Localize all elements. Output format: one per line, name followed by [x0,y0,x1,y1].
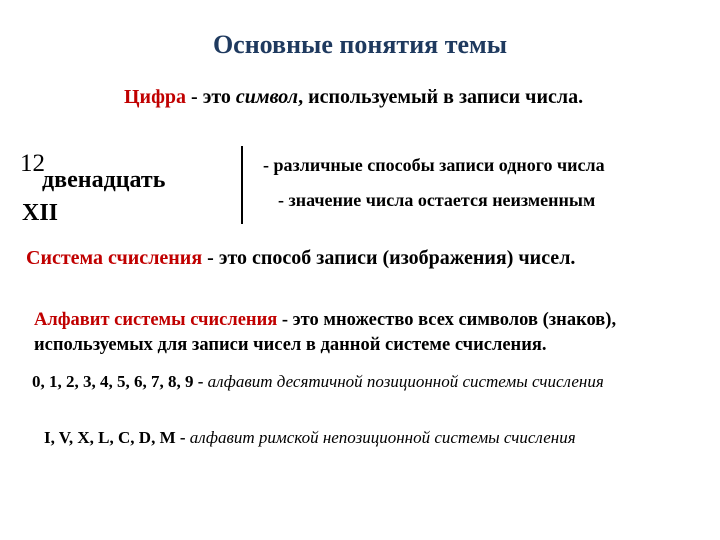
example-roman-number: XII [22,200,59,226]
roman-alphabet-line [44,428,576,448]
roman-symbols: I, V, X, L, C, D, M [44,428,176,447]
alphabet-definition [34,308,616,358]
roman-alphabet-desc: алфавит римской непозиционной системы счисления [189,428,576,447]
property-different-notations: - различные способы записи одного числа [263,155,605,175]
number-system-def-rest: - это способ записи (изображения) чисел. [202,247,576,269]
decimal-sep: - [193,372,208,391]
alphabet-term: Алфавит системы счисления [34,310,278,330]
property-value-unchanged: - значение числа остается неизменным [278,190,596,210]
number-system-term: Система счисления [26,247,203,269]
example-arabic-number: 12 [20,150,45,177]
digit-def-rest: , используемый в записи числа. [298,86,584,108]
digit-term: Цифра [124,86,187,108]
digit-def-dash: - это [186,86,236,108]
decimal-alphabet-desc: алфавит десятичной позиционной системы счисления [207,372,604,391]
digit-def-symbol: символ [235,86,299,108]
alphabet-def-line2: используемых для записи чисел в данной системе счисления. [34,335,547,355]
roman-sep: - [175,428,190,447]
vertical-divider [241,146,243,224]
digit-definition [124,86,583,109]
example-number-words: двенадцать [42,167,166,193]
alphabet-def-rest: - это множество всех символов (знаков), [277,310,617,330]
number-system-definition [26,247,575,270]
decimal-alphabet-line [32,372,604,392]
decimal-digits: 0, 1, 2, 3, 4, 5, 6, 7, 8, 9 [32,372,194,391]
page-title: Основные понятия темы [212,30,508,59]
